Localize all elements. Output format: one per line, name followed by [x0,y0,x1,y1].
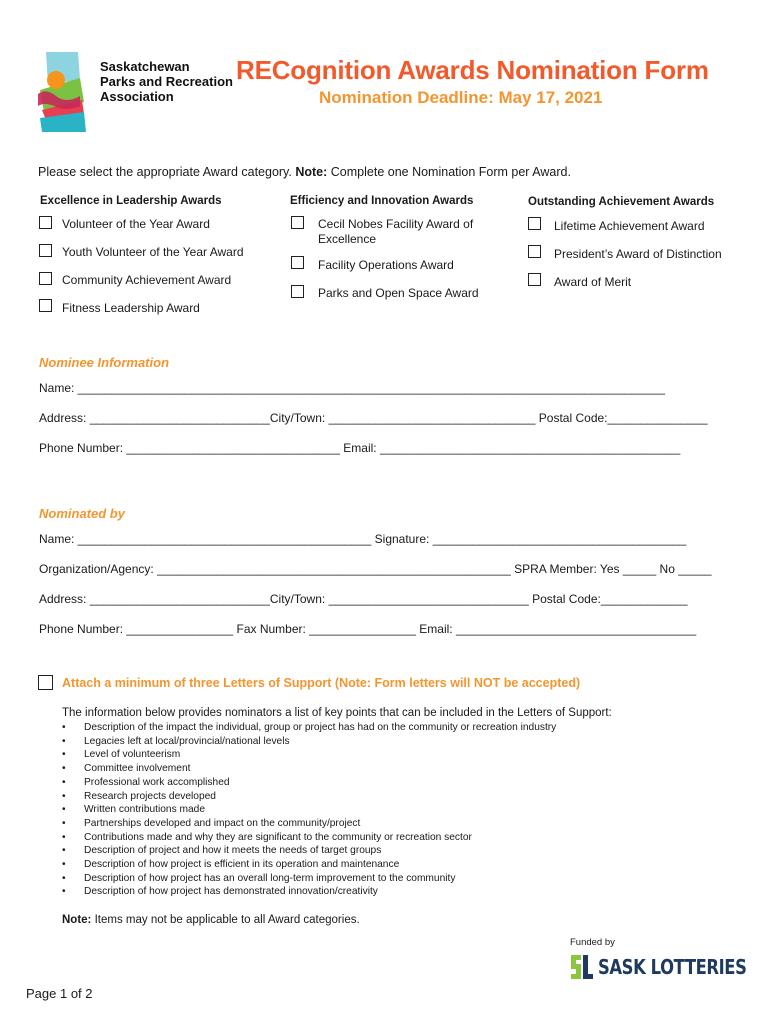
key-point-item: • Description of the impact the individual, group or project has had on the community or recreation industry [62,721,556,735]
label-award-of-merit: Award of Merit [554,275,632,289]
nominator-phone-fax-email-field[interactable]: Phone Number: ________________ Fax Number: ________________ Email: ____________________________________ [39,622,697,636]
checkbox-parks-open-space[interactable] [291,285,304,298]
intro-text: Please select the appropriate Award category. [38,165,296,179]
sask-lotteries-logo-mark [569,953,595,981]
sask-lotteries-icon [569,953,595,981]
key-point-item: • Contributions made and why they are significant to the community or recreation sector [62,831,556,845]
sask-lotteries-wordmark: SASK LOTTERIES [598,955,747,979]
label-lifetime-achievement: Lifetime Achievement Award [554,219,705,233]
letters-info-text: The information below provides nominators a list of key points that can be included in the Letters of Support: [62,707,612,719]
label-parks-open-space: Parks and Open Space Award [318,286,479,300]
label-presidents-award: President’s Award of Distinction [554,247,722,261]
nominee-name-field[interactable]: Name: ________________________________________________________________________________________ [39,381,665,395]
nominee-address-field[interactable]: Address: ___________________________City/Town: _______________________________ Postal Code:_______________ [39,411,708,425]
label-volunteer-of-year: Volunteer of the Year Award [62,217,210,231]
category-heading-efficiency: Efficiency and Innovation Awards [290,195,474,207]
checkbox-cecil-nobes[interactable] [291,216,304,229]
key-point-item: • Legacies left at local/provincial/national levels [62,735,556,749]
note-text: Items may not be applicable to all Award categories. [91,914,360,926]
key-point-item: • Written contributions made [62,803,556,817]
nominee-phone-email-field[interactable]: Phone Number: ________________________________ Email: _____________________________________________ [39,441,681,455]
spra-logo [36,50,88,134]
checkbox-facility-operations[interactable] [291,256,304,269]
label-youth-volunteer: Youth Volunteer of the Year Award [62,245,244,259]
label-fitness-leadership: Fitness Leadership Award [62,301,200,315]
checkbox-letters-of-support[interactable] [38,675,53,690]
key-point-item: • Committee involvement [62,762,556,776]
note-label: Note: [62,914,92,926]
applicability-note [62,914,360,926]
label-facility-operations: Facility Operations Award [318,258,454,272]
label-cecil-nobes: Cecil Nobes Facility Award of Excellence [318,217,474,246]
category-heading-outstanding: Outstanding Achievement Awards [528,196,715,208]
key-point-item: • Research projects developed [62,790,556,804]
nominee-section-heading: Nominee Information [39,355,170,370]
checkbox-community-achievement[interactable] [39,272,52,285]
key-point-item: • Description of how project is efficient in its operation and maintenance [62,858,556,872]
checkbox-lifetime-achievement[interactable] [528,217,541,230]
spra-logo-mark [36,50,88,134]
checkbox-presidents-award[interactable] [528,245,541,258]
checkbox-fitness-leadership[interactable] [39,299,52,312]
key-point-item: • Description of how project has demonstrated innovation/creativity [62,885,556,899]
page-number: Page 1 of 2 [26,986,93,1001]
form-title: RECognition Awards Nomination Form [236,55,709,85]
checkbox-volunteer-of-year[interactable] [39,216,52,229]
org-name [100,59,233,104]
intro-note-label: Note: [295,165,328,179]
org-name-line1: Saskatchewan [100,59,190,74]
key-point-item: • Description of how project has an overall long-term improvement to the community [62,872,556,886]
key-points-list [62,721,556,899]
key-point-item: • Level of volunteerism [62,748,556,762]
checkbox-youth-volunteer[interactable] [39,244,52,257]
key-point-item: • Partnerships developed and impact on the community/project [62,817,556,831]
label-community-achievement: Community Achievement Award [62,273,232,287]
key-point-item: • Professional work accomplished [62,776,556,790]
nominator-organization-field[interactable]: Organization/Agency: _____________________________________________________ SPRA Member: Yes _____ No _____ [39,562,712,576]
letters-of-support-label: Attach a minimum of three Letters of Support (Note: Form letters will NOT be accepted) [62,676,581,690]
funded-by-label: Funded by [570,937,615,948]
nomination-deadline: Nomination Deadline: May 17, 2021 [319,88,603,107]
category-heading-leadership: Excellence in Leadership Awards [40,195,222,207]
intro-instruction [38,165,571,179]
org-name-line2: Parks and Recreation [100,74,233,89]
nominator-address-field[interactable]: Address: ___________________________City/Town: ______________________________ Postal Code:_____________ [39,592,688,606]
checkbox-award-of-merit[interactable] [528,273,541,286]
key-point-item: • Description of project and how it meets the needs of target groups [62,844,556,858]
intro-note-text: Complete one Nomination Form per Award. [327,165,571,179]
org-name-line3: Association [100,89,174,104]
nominator-name-signature-field[interactable]: Name: ____________________________________________ Signature: ______________________________________ [39,532,687,546]
nominator-section-heading: Nominated by [39,506,125,521]
